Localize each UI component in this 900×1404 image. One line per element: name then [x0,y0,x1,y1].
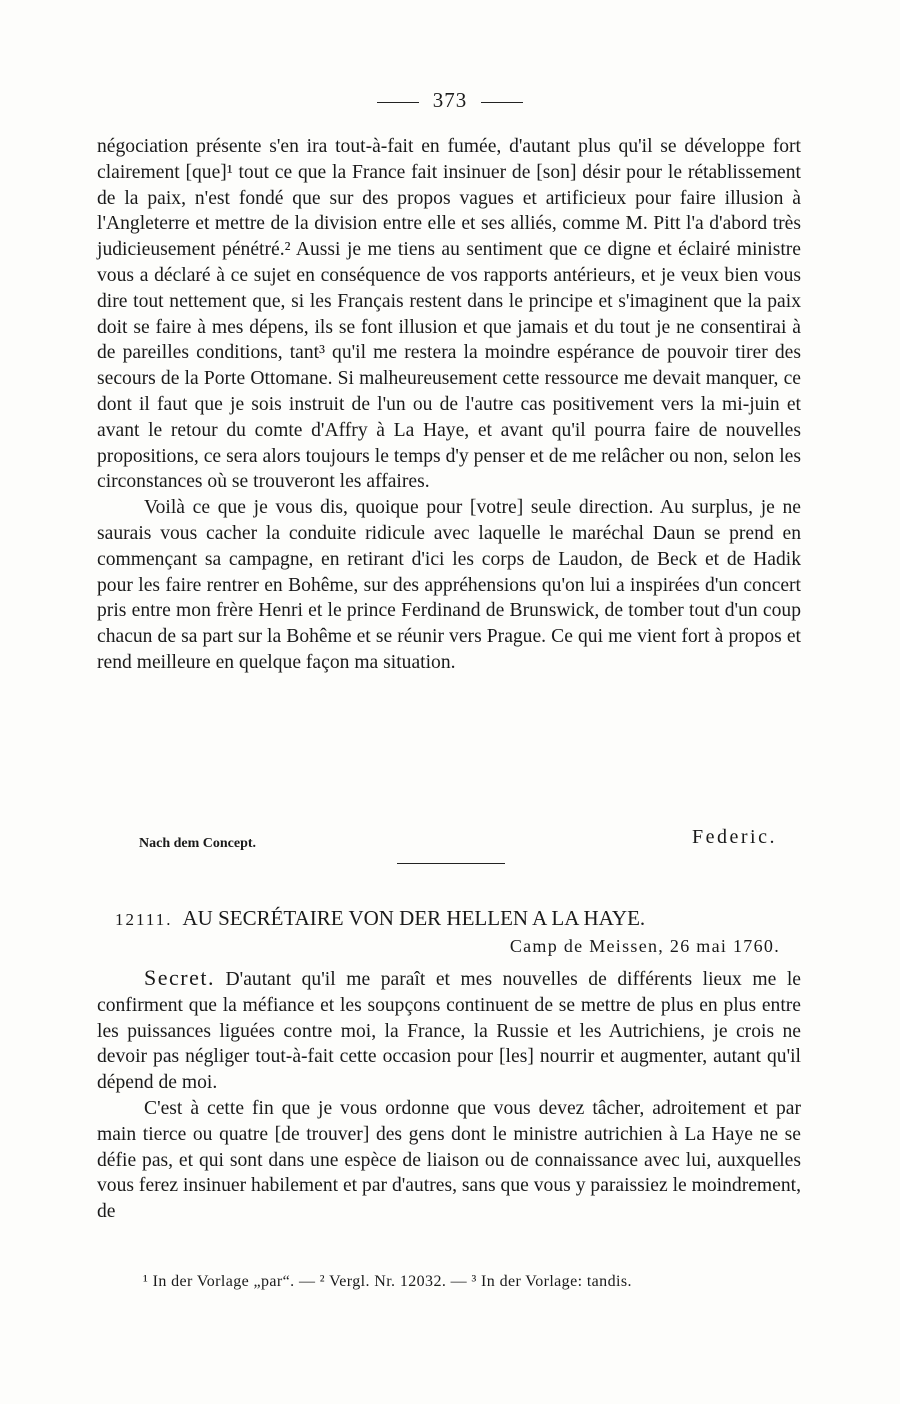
secret-label: Secret. [144,965,215,990]
header-dash-left [377,102,419,103]
paragraph-continuation: négociation présente s'en ira tout-à-fait en fumée, d'autant plus qu'il se développe fort clairement [que]¹ tout ce que la France fait insinuer de [son] désir pour le rétablissement de la paix, n'est fondé que sur des propos vagues et artificieux pour faire illusion à l'Angleterre et mettre de la division entre elle et ses alliés, comme M. Pitt l'a d'abord très judicieusement pénétré.² Aussi je me tiens au sentiment que ce digne et éclairé ministre vous a déclaré à ce sujet en conséquence de vos rapports antérieurs, et je veux bien vous dire tout nettement que, si les Français restent dans le principe et s'imaginent que la paix doit se faire à mes dépens, ils se font illusion et que jamais et du tout je ne consentirai à de pareilles conditions, tant³ qu'il me restera la moindre espérance de pouvoir tirer des secours de la Porte Ottomane. Si malheureusement cette ressource me devait manquer, ce dont il faut que je sois instruit de l'un ou de l'autre cas positivement vers la mi-juin et avant le retour du comte d'Affry à La Haye, et avant qu'il pourra faire de nouvelles propositions, ce sera alors toujours le temps d'y penser et de me relâcher ou non, selon les circonstances où se trouveront les affaires. [97,136,801,493]
letter-paragraph-1 [97,965,801,1096]
closing-row [97,826,777,852]
page-number: 373 [432,88,468,112]
letter-number: 12111. [115,910,173,929]
page-header [0,88,900,113]
letter-paragraph-1-text: D'autant qu'il me paraît et mes nouvelles de différents lieux me le confirment que la méfiance et les soupçons continuent de se mettre de plus en plus entre les puissances liguées contre moi, la France, la Russie et les Autrichiens, je crois ne devoir pas négliger tout-à-fait cette occasion pour [les] nourrir et augmenter, autant qu'il dépend de moi. [97,969,801,1094]
header-dash-right [481,102,523,103]
footnotes: ¹ In der Vorlage „par“. — ² Vergl. Nr. 12032. — ³ In der Vorlage: tandis. [143,1273,632,1290]
paragraph-voila: Voilà ce que je vous dis, quoique pour [votre] seule direction. Au surplus, je ne saurais vous cacher la conduite ridicule avec laquelle le maréchal Daun se prend en commençant sa campagne, en retirant d'ici les corps de Laudon, de Beck et de Hadik pour les faire rentrer en Bohême, sur des appréhensions qu'on lui a inspirées d'un concert pris entre mon frère Henri et le prince Ferdinand de Brunswick, de tomber tout d'un coup chacun de sa part sur la Bohême et se réunir vers Prague. Ce qui me vient fort à propos et rend meilleure en quelque façon ma situation. [97,497,801,673]
section-divider [397,863,505,864]
source-note: Nach dem Concept. [139,836,257,851]
body-text-letter [97,965,801,1225]
signature: Federic. [692,826,777,848]
letter-heading [115,906,785,931]
letter-title: AU SECRÉTAIRE VON DER HELLEN A LA HAYE. [182,906,646,930]
body-text-top [97,134,801,676]
letter-dateline: Camp de Meissen, 26 mai 1760. [509,936,780,956]
letter-paragraph-2: C'est à cette fin que je vous ordonne que vous devez tâcher, adroitement et par main tierce ou quatre [de trouver] des gens dont le ministre autrichien à La Haye ne se défie pas, et qui sont dans une espèce de liaison ou de connaissance avec lui, auxquelles vous ferez insinuer habilement et par d'autres, sans que vous y paraissiez le moindrement, de [97,1097,801,1223]
